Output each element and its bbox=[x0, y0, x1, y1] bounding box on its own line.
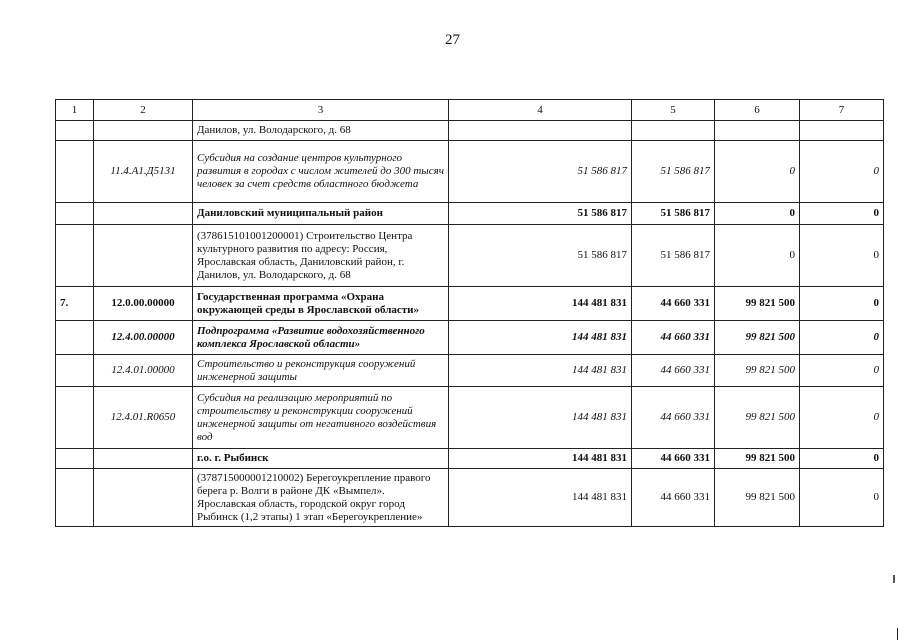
description-cell: г.о. г. Рыбинск bbox=[193, 449, 449, 469]
amount-total-cell bbox=[449, 121, 632, 141]
amount-regional-cell: 51 586 817 bbox=[632, 203, 715, 225]
row-index-cell bbox=[56, 203, 94, 225]
amount-federal-cell: 0 bbox=[715, 141, 800, 203]
amount-other-cell: 0 bbox=[800, 321, 884, 355]
amount-other-cell: 0 bbox=[800, 469, 884, 527]
amount-federal-cell: 99 821 500 bbox=[715, 355, 800, 387]
amount-federal-cell: 99 821 500 bbox=[715, 449, 800, 469]
amount-federal-cell: 0 bbox=[715, 225, 800, 287]
header-cell: 6 bbox=[715, 100, 800, 121]
amount-other-cell: 0 bbox=[800, 387, 884, 449]
row-index-cell bbox=[56, 321, 94, 355]
amount-other-cell: 0 bbox=[800, 355, 884, 387]
table-row bbox=[56, 449, 884, 469]
amount-other-cell bbox=[800, 121, 884, 141]
amount-total-cell: 144 481 831 bbox=[449, 355, 632, 387]
header-cell: 5 bbox=[632, 100, 715, 121]
budget-code-cell: 11.4.А1.Д5131 bbox=[94, 141, 193, 203]
table-row bbox=[56, 287, 884, 321]
budget-code-cell bbox=[94, 203, 193, 225]
amount-other-cell: 0 bbox=[800, 141, 884, 203]
budget-code-cell: 12.4.01.R0650 bbox=[94, 387, 193, 449]
amount-total-cell: 144 481 831 bbox=[449, 449, 632, 469]
margin-mark bbox=[893, 575, 895, 583]
amount-regional-cell: 44 660 331 bbox=[632, 387, 715, 449]
amount-regional-cell: 44 660 331 bbox=[632, 469, 715, 527]
description-cell: Подпрограмма «Развитие водохозяйственного комплекса Ярославской области» bbox=[193, 321, 449, 355]
description-cell: (378715000001210002) Берегоукрепление правого берега р. Волги в районе ДК «Вымпел». Ярославская область, городской округ город Рыбинск (1,2 этапы) 1 этап «Берегоукрепление» bbox=[193, 469, 449, 527]
amount-total-cell: 51 586 817 bbox=[449, 141, 632, 203]
amount-total-cell: 51 586 817 bbox=[449, 203, 632, 225]
amount-federal-cell: 99 821 500 bbox=[715, 387, 800, 449]
amount-regional-cell: 51 586 817 bbox=[632, 141, 715, 203]
amount-total-cell: 144 481 831 bbox=[449, 287, 632, 321]
budget-code-cell bbox=[94, 225, 193, 287]
table-header-row bbox=[56, 100, 884, 121]
budget-code-cell: 12.0.00.00000 bbox=[94, 287, 193, 321]
amount-other-cell: 0 bbox=[800, 287, 884, 321]
budget-code-cell: 12.4.00.00000 bbox=[94, 321, 193, 355]
header-cell: 2 bbox=[94, 100, 193, 121]
amount-other-cell: 0 bbox=[800, 203, 884, 225]
budget-code-cell: 12.4.01.00000 bbox=[94, 355, 193, 387]
page-number: 27 bbox=[445, 32, 460, 48]
row-index-cell bbox=[56, 387, 94, 449]
budget-code-cell bbox=[94, 449, 193, 469]
row-index-cell bbox=[56, 121, 94, 141]
amount-regional-cell: 44 660 331 bbox=[632, 321, 715, 355]
description-cell: Строительство и реконструкция сооружений инженерной защиты bbox=[193, 355, 449, 387]
header-cell: 3 bbox=[193, 100, 449, 121]
description-cell: Государственная программа «Охрана окружающей среды в Ярославской области» bbox=[193, 287, 449, 321]
table-row bbox=[56, 141, 884, 203]
amount-regional-cell: 44 660 331 bbox=[632, 355, 715, 387]
header-cell: 7 bbox=[800, 100, 884, 121]
table-row bbox=[56, 387, 884, 449]
budget-code-cell bbox=[94, 121, 193, 141]
header-cell: 4 bbox=[449, 100, 632, 121]
row-index-cell bbox=[56, 449, 94, 469]
table-row bbox=[56, 469, 884, 527]
row-index-cell bbox=[56, 469, 94, 527]
amount-regional-cell: 51 586 817 bbox=[632, 225, 715, 287]
amount-federal-cell: 99 821 500 bbox=[715, 287, 800, 321]
amount-total-cell: 144 481 831 bbox=[449, 387, 632, 449]
header-cell: 1 bbox=[56, 100, 94, 121]
row-index-cell bbox=[56, 141, 94, 203]
table-row bbox=[56, 355, 884, 387]
description-cell: Даниловский муниципальный район bbox=[193, 203, 449, 225]
description-cell: Субсидия на реализацию мероприятий по строительству и реконструкции сооружений инженерной защиты от негативного воздействия вод bbox=[193, 387, 449, 449]
table-row bbox=[56, 121, 884, 141]
amount-total-cell: 144 481 831 bbox=[449, 321, 632, 355]
amount-federal-cell bbox=[715, 121, 800, 141]
amount-other-cell: 0 bbox=[800, 225, 884, 287]
amount-total-cell: 51 586 817 bbox=[449, 225, 632, 287]
description-cell: Субсидия на создание центров культурного развития в городах с числом жителей до 300 тысяч человек за счет средств областного бюджета bbox=[193, 141, 449, 203]
row-index-cell bbox=[56, 225, 94, 287]
table-row bbox=[56, 321, 884, 355]
budget-table bbox=[55, 99, 884, 527]
amount-regional-cell: 44 660 331 bbox=[632, 287, 715, 321]
row-index-cell: 7. bbox=[56, 287, 94, 321]
amount-federal-cell: 0 bbox=[715, 203, 800, 225]
row-index-cell bbox=[56, 355, 94, 387]
amount-regional-cell bbox=[632, 121, 715, 141]
table-row bbox=[56, 225, 884, 287]
amount-total-cell: 144 481 831 bbox=[449, 469, 632, 527]
description-cell: Данилов, ул. Володарского, д. 68 bbox=[193, 121, 449, 141]
amount-regional-cell: 44 660 331 bbox=[632, 449, 715, 469]
budget-code-cell bbox=[94, 469, 193, 527]
margin-mark bbox=[897, 628, 898, 640]
description-cell: (378615101001200001) Строительство Центра культурного развития по адресу: Россия, Ярославская область, Даниловский район, г. Данилов, ул. Володарского, д. 68 bbox=[193, 225, 449, 287]
table-row bbox=[56, 203, 884, 225]
amount-federal-cell: 99 821 500 bbox=[715, 321, 800, 355]
amount-federal-cell: 99 821 500 bbox=[715, 469, 800, 527]
amount-other-cell: 0 bbox=[800, 449, 884, 469]
